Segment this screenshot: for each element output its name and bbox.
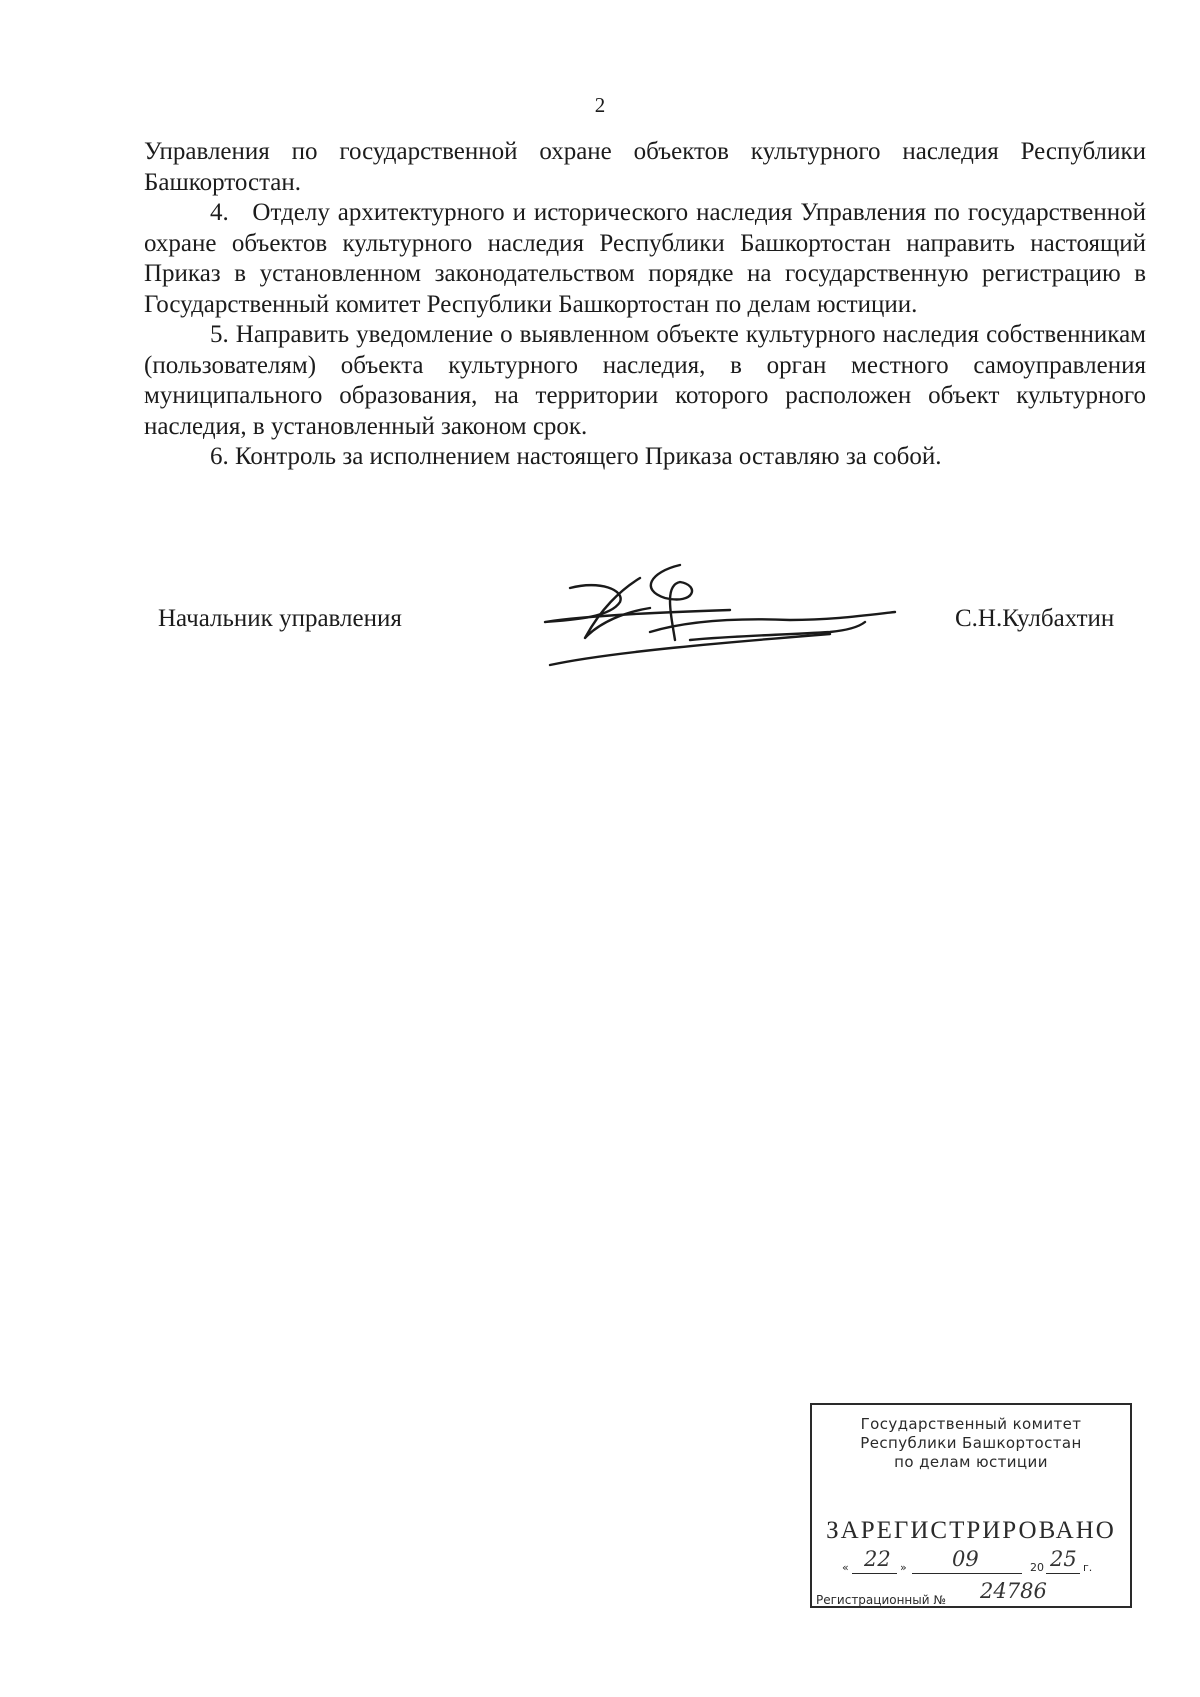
- stamp-org-line-3: по делам юстиции: [894, 1453, 1048, 1471]
- page-number: 2: [594, 93, 606, 117]
- paragraph-item-5: 5. Направить уведомление о выявленном объекте культурного наследия собственникам (пользователям) объекта культурного наследия, в орган местного самоуправления муниципального образования, на территории которого расположен объект культурного наследия, в установленный законом срок.: [144, 321, 1146, 440]
- paragraph-item-4: 4. Отделу архитектурного и исторического наследия Управления по государственной охране объектов культурного наследия Республики Башкортостан направить настоящий Приказ в установленном законодательством порядке на государственную регистрацию в Государственный комитет Республики Башкортостан по делам юстиции.: [144, 199, 1146, 318]
- order-text: [144, 137, 1146, 473]
- paragraph-continuation: Управления по государственной охране объектов культурного наследия Республики Башкортостан.: [144, 138, 1146, 196]
- stamp-reg-label: Регистрационный №: [816, 1593, 946, 1607]
- stamp-quote-open: «: [842, 1561, 849, 1574]
- stamp-day: 22: [864, 1547, 891, 1571]
- stamp-year-suffix: 25: [1050, 1547, 1077, 1571]
- stamp-registered-label: ЗАРЕГИСТРИРОВАНО: [826, 1517, 1116, 1544]
- stamp-year-prefix: 20: [1030, 1561, 1044, 1574]
- registration-stamp: [810, 1403, 1132, 1608]
- signatory-name: С.Н.Кулбахтин: [955, 605, 1115, 632]
- paragraph-item-6: 6. Контроль за исполнением настоящего Приказа оставляю за собой.: [210, 443, 942, 470]
- stamp-month: 09: [952, 1547, 979, 1571]
- stamp-year-unit: г.: [1083, 1561, 1093, 1574]
- signatory-title: Начальник управления: [158, 605, 402, 632]
- stamp-date: [842, 1547, 1102, 1577]
- stamp-quote-close: »: [900, 1561, 907, 1574]
- stamp-reg-number: 24786: [980, 1579, 1047, 1603]
- handwritten-signature: [530, 560, 920, 675]
- stamp-org-line-1: Государственный комитет: [860, 1415, 1082, 1433]
- stamp-org-line-2: Республики Башкортостан: [860, 1434, 1082, 1452]
